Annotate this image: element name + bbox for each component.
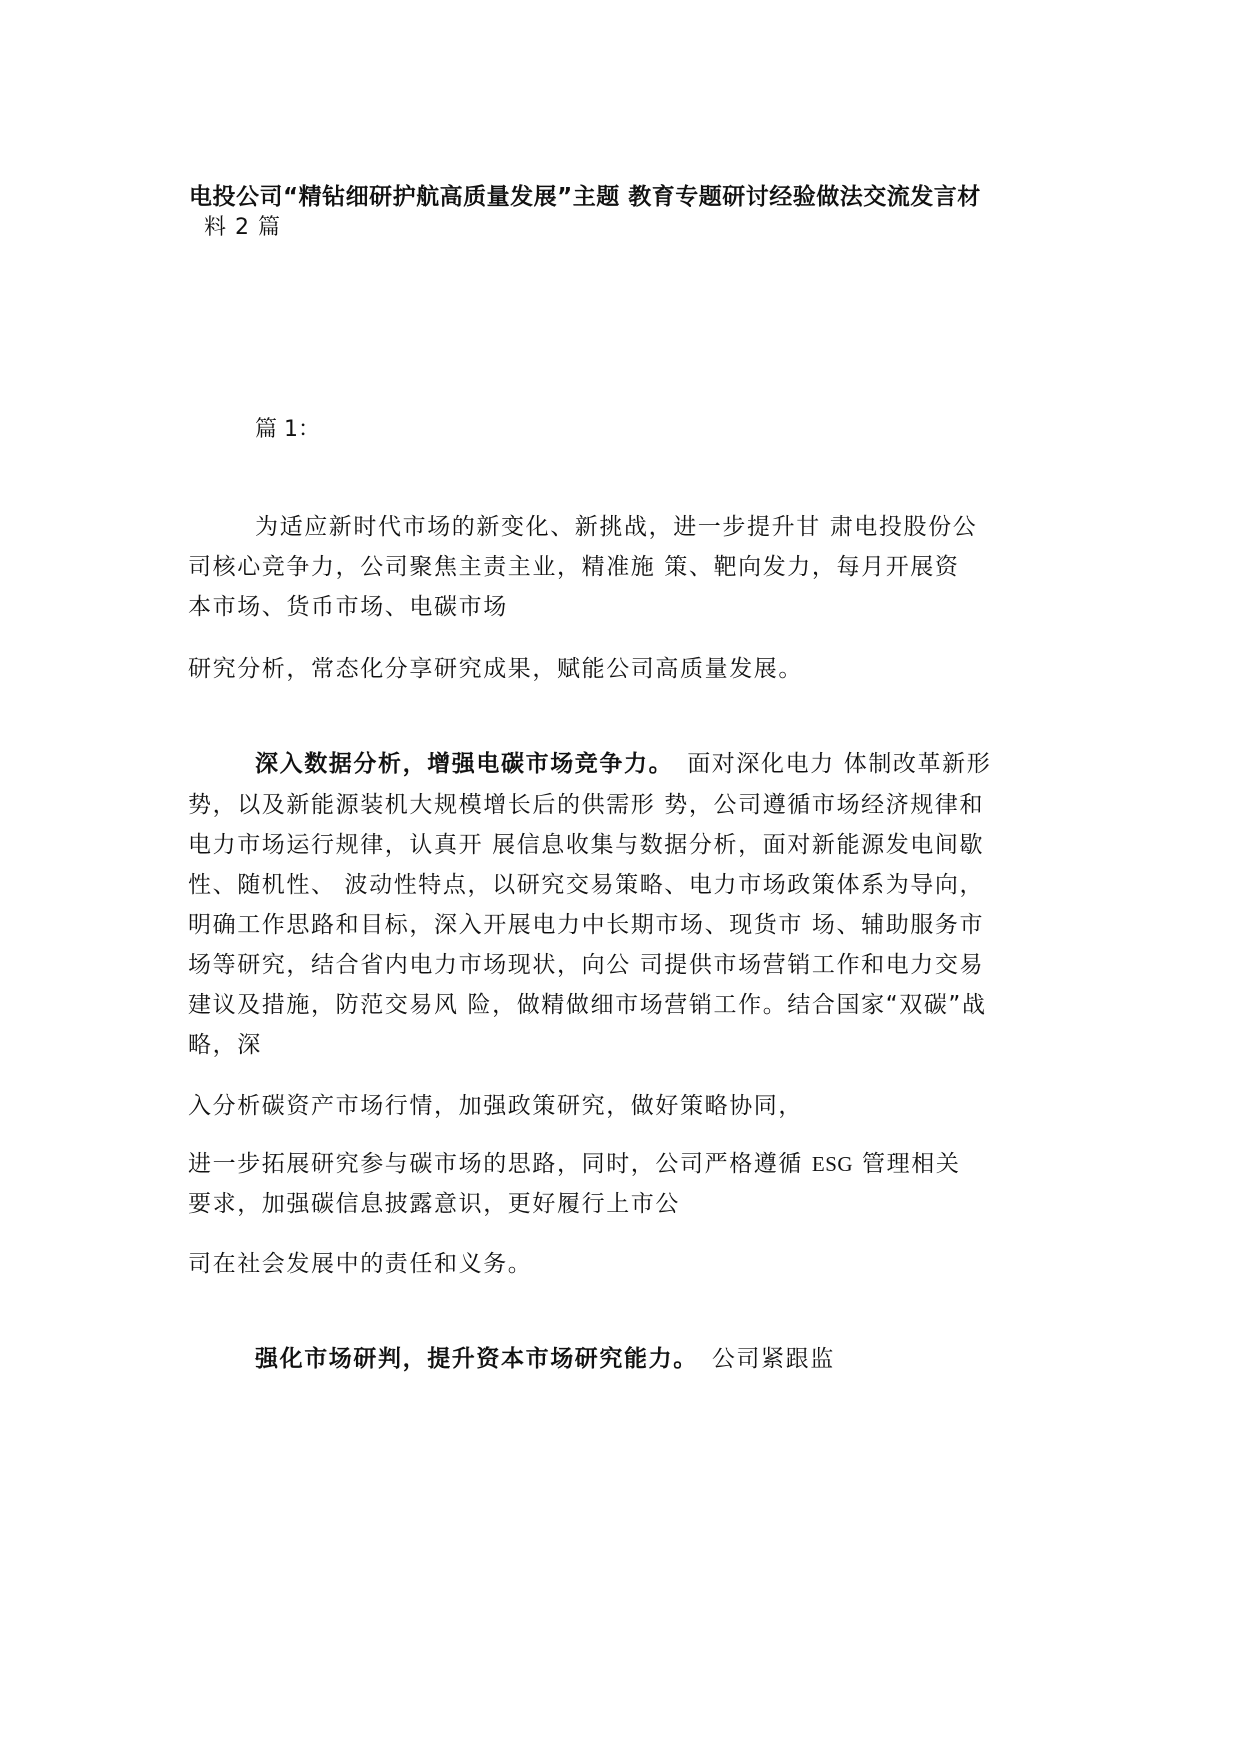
- paragraph-2-line-10: [188, 1145, 960, 1178]
- section-label: 篇 1：: [255, 417, 320, 442]
- paragraph-2-line-9: 入分析碳资产市场行情，加强政策研究，做好策略协同，: [188, 1093, 803, 1119]
- document-title-line-1: 电投公司“精钻细研护航高质量发展”主题 教育专题研讨经验做法交流发言材: [189, 184, 981, 210]
- paragraph-2-line-11: 要求，加强碳信息披露意识，更好履行上市公: [188, 1191, 680, 1217]
- paragraph-2-line-2: 势，以及新能源装机大规模增长后的供需形 势，公司遵循市场经济规律和: [188, 792, 985, 818]
- paragraph-2-line-8: 略，深: [188, 1032, 262, 1058]
- paragraph-2-esg-after: 管理相关: [853, 1151, 961, 1177]
- paragraph-1-line-1: 为适应新时代市场的新变化、新挑战，进一步提升甘 肃电投股份公: [255, 514, 978, 540]
- paragraph-3-line-1-rest: 公司紧跟监: [711, 1346, 835, 1372]
- paragraph-2-esg-word: ESG: [811, 1152, 854, 1176]
- paragraph-1-line-2: 司核心竞争力，公司聚焦主责主业，精准施 策、靶向发力，每月开展资: [188, 554, 960, 580]
- paragraph-2-line-5: 明确工作思路和目标，深入开展电力中长期市场、现货市 场、辅助服务市: [188, 912, 985, 938]
- paragraph-2-line-12: 司在社会发展中的责任和义务。: [188, 1251, 533, 1277]
- paragraph-1-line-3: 本市场、货币市场、电碳市场: [188, 594, 508, 620]
- paragraph-2-line-1-rest: 面对深化电力 体制改革新形: [687, 751, 992, 777]
- paragraph-3-line-1: [255, 1340, 835, 1373]
- paragraph-2-line-4: 性、随机性、 波动性特点，以研究交易策略、电力市场政策体系为导向，: [188, 872, 985, 898]
- paragraph-2-line-1: [255, 745, 991, 778]
- paragraph-2-esg-before: 进一步拓展研究参与碳市场的思路，同时，公司严格遵循: [188, 1151, 812, 1177]
- paragraph-1-line-4: 研究分析，常态化分享研究成果，赋能公司高质量发展。: [188, 656, 803, 682]
- paragraph-2-heading: 深入数据分析，增强电碳市场竞争力。: [255, 751, 674, 777]
- paragraph-2-line-6: 场等研究，结合省内电力市场现状，向公 司提供市场营销工作和电力交易: [188, 952, 985, 978]
- paragraph-2-line-3: 电力市场运行规律，认真开 展信息收集与数据分析，面对新能源发电间歇: [188, 832, 985, 858]
- paragraph-2-line-7: 建议及措施，防范交易风 险，做精做细市场营销工作。结合国家“双碳”战: [188, 992, 987, 1018]
- document-title-line-2: 料 2 篇: [204, 215, 281, 240]
- paragraph-3-heading: 强化市场研判，提升资本市场研究能力。: [255, 1346, 698, 1372]
